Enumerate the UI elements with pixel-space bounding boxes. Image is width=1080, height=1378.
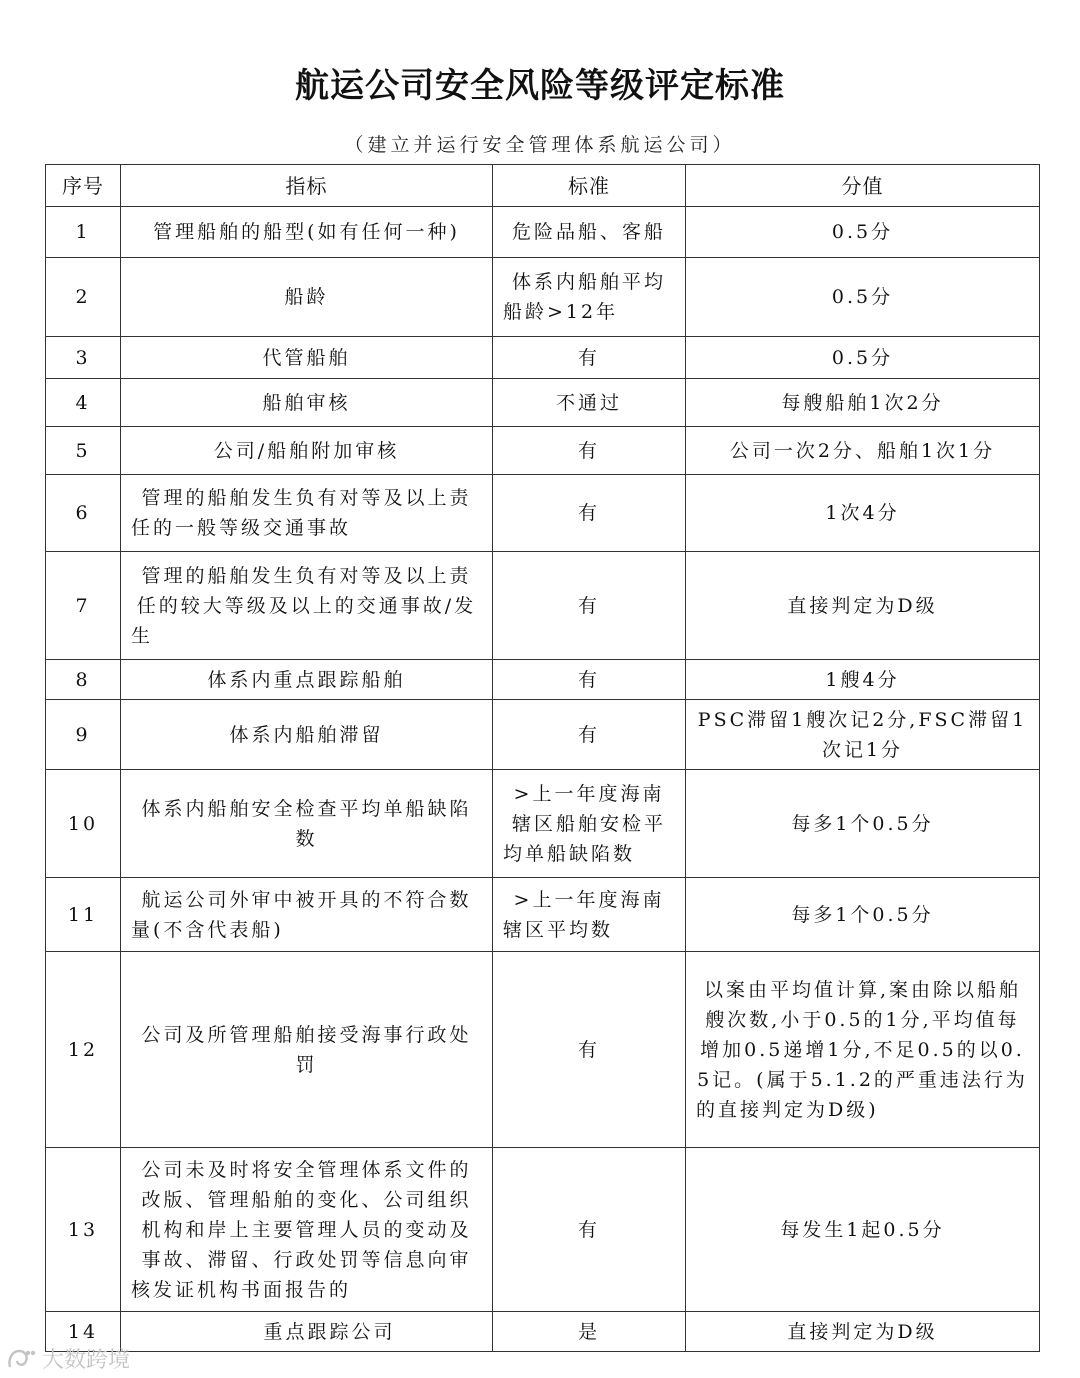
row-no: 11 xyxy=(46,878,121,952)
table-row xyxy=(46,700,1040,770)
row-standard: 有 xyxy=(493,700,686,770)
row-no: 10 xyxy=(46,770,121,878)
row-score: 0.5分 xyxy=(686,258,1040,337)
row-standard: 有 xyxy=(493,337,686,379)
row-indicator: 管理的船舶发生负有对等及以上责任的一般等级交通事故 xyxy=(121,475,493,552)
row-standard: 有 xyxy=(493,1148,686,1312)
row-score: 公司一次2分、船舶1次1分 xyxy=(686,427,1040,475)
row-no: 14 xyxy=(46,1312,121,1352)
row-no: 9 xyxy=(46,700,121,770)
col-header-score: 分值 xyxy=(686,165,1040,207)
col-header-standard: 标准 xyxy=(493,165,686,207)
page-subtitle: （建立并运行安全管理体系航运公司） xyxy=(344,134,736,156)
row-indicator: 公司及所管理船舶接受海事行政处罚 xyxy=(121,952,493,1148)
table-row xyxy=(46,552,1040,660)
table-row xyxy=(46,475,1040,552)
table-row xyxy=(46,337,1040,379)
row-standard: >上一年度海南辖区平均数 xyxy=(493,878,686,952)
row-standard: 危险品船、客船 xyxy=(493,207,686,258)
row-no: 4 xyxy=(46,379,121,427)
row-indicator: 体系内船舶滞留 xyxy=(121,700,493,770)
row-standard: 有 xyxy=(493,660,686,700)
row-score: 直接判定为D级 xyxy=(686,1312,1040,1352)
row-standard: 不通过 xyxy=(493,379,686,427)
row-score: 1次4分 xyxy=(686,475,1040,552)
row-standard: 是 xyxy=(493,1312,686,1352)
row-no: 8 xyxy=(46,660,121,700)
row-score: 每多1个0.5分 xyxy=(686,770,1040,878)
row-standard: 有 xyxy=(493,427,686,475)
watermark-text: 大数跨境 xyxy=(42,1348,131,1373)
row-indicator: 航运公司外审中被开具的不符合数量(不含代表船) xyxy=(121,878,493,952)
row-score: 每多1个0.5分 xyxy=(686,878,1040,952)
table-row xyxy=(46,1148,1040,1312)
row-no: 3 xyxy=(46,337,121,379)
table-row xyxy=(46,207,1040,258)
row-standard: 有 xyxy=(493,475,686,552)
risk-rating-table xyxy=(45,164,1040,1352)
row-indicator: 管理船舶的船型(如有任何一种) xyxy=(121,207,493,258)
row-no: 7 xyxy=(46,552,121,660)
row-no: 13 xyxy=(46,1148,121,1312)
row-no: 5 xyxy=(46,427,121,475)
table-row xyxy=(46,258,1040,337)
col-header-no: 序号 xyxy=(46,165,121,207)
row-no: 1 xyxy=(46,207,121,258)
row-indicator: 管理的船舶发生负有对等及以上责任的较大等级及以上的交通事故/发生 xyxy=(121,552,493,660)
row-standard: >上一年度海南辖区船舶安检平均单船缺陷数 xyxy=(493,770,686,878)
row-score: 以案由平均值计算,案由除以船舶艘次数,小于0.5的1分,平均值每增加0.5递增1分,不足0.5的以0.5记。(属于5.1.2的严重违法行为的直接判定为D级) xyxy=(686,952,1040,1148)
table-row xyxy=(46,1312,1040,1352)
row-no: 6 xyxy=(46,475,121,552)
row-standard: 有 xyxy=(493,952,686,1148)
row-indicator: 船舶审核 xyxy=(121,379,493,427)
row-score: 每发生1起0.5分 xyxy=(686,1148,1040,1312)
page-title: 航运公司安全风险等级评定标准 xyxy=(295,66,785,106)
row-score: 1艘4分 xyxy=(686,660,1040,700)
table-row xyxy=(46,952,1040,1148)
table-row xyxy=(46,770,1040,878)
row-score: PSC滞留1艘次记2分,FSC滞留1次记1分 xyxy=(686,700,1040,770)
row-score: 每艘船舶1次2分 xyxy=(686,379,1040,427)
row-no: 2 xyxy=(46,258,121,337)
row-indicator: 重点跟踪公司 xyxy=(121,1312,493,1352)
row-indicator: 代管船舶 xyxy=(121,337,493,379)
row-indicator: 体系内重点跟踪船舶 xyxy=(121,660,493,700)
table-row xyxy=(46,379,1040,427)
table-row xyxy=(46,427,1040,475)
row-indicator: 体系内船舶安全检查平均单船缺陷数 xyxy=(121,770,493,878)
watermark-logo-icon xyxy=(6,1347,36,1371)
row-standard: 有 xyxy=(493,552,686,660)
row-standard: 体系内船舶平均船龄>12年 xyxy=(493,258,686,337)
row-no: 12 xyxy=(46,952,121,1148)
row-score: 直接判定为D级 xyxy=(686,552,1040,660)
row-indicator: 船龄 xyxy=(121,258,493,337)
row-indicator: 公司未及时将安全管理体系文件的改版、管理船舶的变化、公司组织机构和岸上主要管理人员的变动及事故、滞留、行政处罚等信息向审核发证机构书面报告的 xyxy=(121,1148,493,1312)
table-row xyxy=(46,878,1040,952)
table-row xyxy=(46,660,1040,700)
col-header-indicator: 指标 xyxy=(121,165,493,207)
row-score: 0.5分 xyxy=(686,207,1040,258)
header-row xyxy=(46,165,1040,207)
row-indicator: 公司/船舶附加审核 xyxy=(121,427,493,475)
watermark xyxy=(6,1343,130,1374)
row-score: 0.5分 xyxy=(686,337,1040,379)
